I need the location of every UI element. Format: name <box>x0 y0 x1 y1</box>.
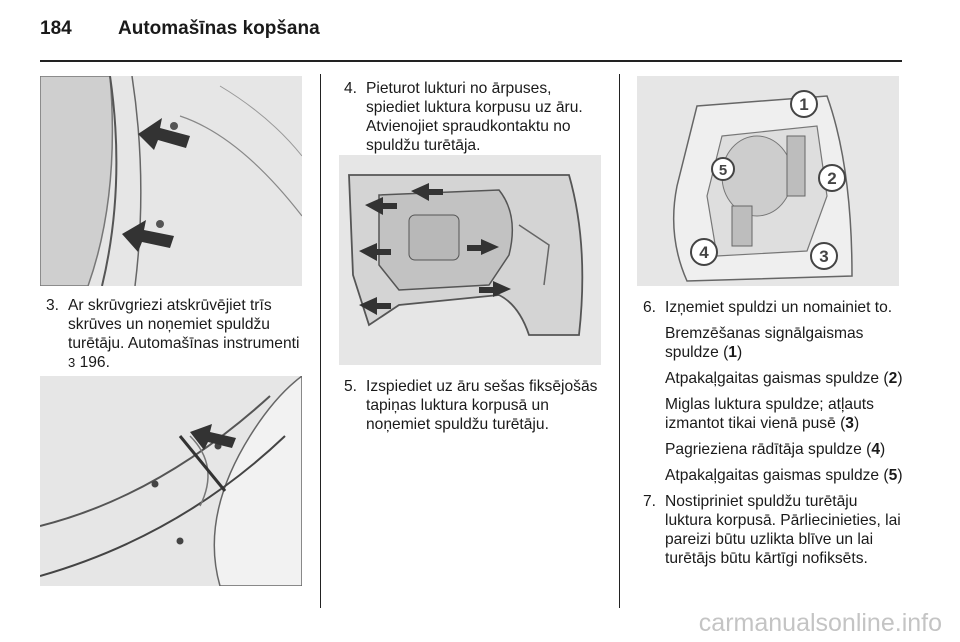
column-divider-2 <box>619 74 620 608</box>
bulb-item: Bremzēšanas signālgaismas spuldze (1) <box>665 325 864 361</box>
step-3 <box>46 296 308 372</box>
bulb-item: Miglas luktura spuldze; atļauts izmantot tikai vienā pusē (3) <box>665 396 874 432</box>
header-rule <box>40 60 902 62</box>
step-5-text: Izspiediet uz āru sešas fiksējošās tapiņas luktura korpusā un noņemiet spuldžu turētāju. <box>366 378 598 433</box>
bulb-item: Pagrieziena rādītāja spuldze (4) <box>665 441 886 458</box>
step-3-text: Ar skrūvgriezi atskrūvējiet trīs skrūves un noņemiet spuldžu turētāju. Automašīnas instrumenti <box>68 297 300 352</box>
column-divider-1 <box>320 74 321 608</box>
bulb-label-2: 2 <box>827 169 837 188</box>
step-7 <box>643 492 905 568</box>
figure-bulb-holder-clips <box>339 155 601 365</box>
bulb-label-5: 5 <box>718 162 728 179</box>
step-5-number: 5. <box>344 378 358 395</box>
step-4-number: 4. <box>344 80 358 97</box>
step-6-text: Izņemiet spuldzi un nomainiet to. <box>665 299 893 316</box>
bulb-item: Atpakaļgaitas gaismas spuldze (2) <box>665 370 903 387</box>
bulb-label-1: 1 <box>799 95 809 114</box>
bulb-label-4: 4 <box>699 243 709 262</box>
bulb-item: Atpakaļgaitas gaismas spuldze (5) <box>665 467 903 484</box>
step-4-text: Pieturot lukturi no ārpuses, spiediet luktura korpusu uz āru. Atvienojiet spraudkontaktu no spuldžu turētāja. <box>366 80 583 154</box>
figure-bulb-positions <box>637 76 899 286</box>
step-4 <box>344 79 606 155</box>
page-header <box>40 18 320 40</box>
step-7-text: Nostipriniet spuldžu turētāju luktura korpusā. Pārliecinieties, lai pareizi būtu uzlikta blīve un lai turētājs būtu kārtīgi nofiksēts. <box>665 493 901 567</box>
step-6-number: 6. <box>643 299 657 316</box>
figure-trunk-panel <box>40 76 302 286</box>
page-ref-icon: 3 <box>68 355 76 370</box>
page-number: 184 <box>40 18 72 39</box>
bulb-label-3: 3 <box>819 247 829 266</box>
page-title: Automašīnas kopšana <box>118 18 320 39</box>
step-7-number: 7. <box>643 493 657 510</box>
step-6 <box>643 298 905 317</box>
watermark: carmanualsonline.info <box>698 609 942 637</box>
step-3-number: 3. <box>46 297 60 314</box>
steps-6-7 <box>643 298 905 568</box>
step-5 <box>344 377 606 434</box>
page-ref-link[interactable]: 196. <box>75 354 110 371</box>
figure-screwdriver <box>40 376 302 586</box>
